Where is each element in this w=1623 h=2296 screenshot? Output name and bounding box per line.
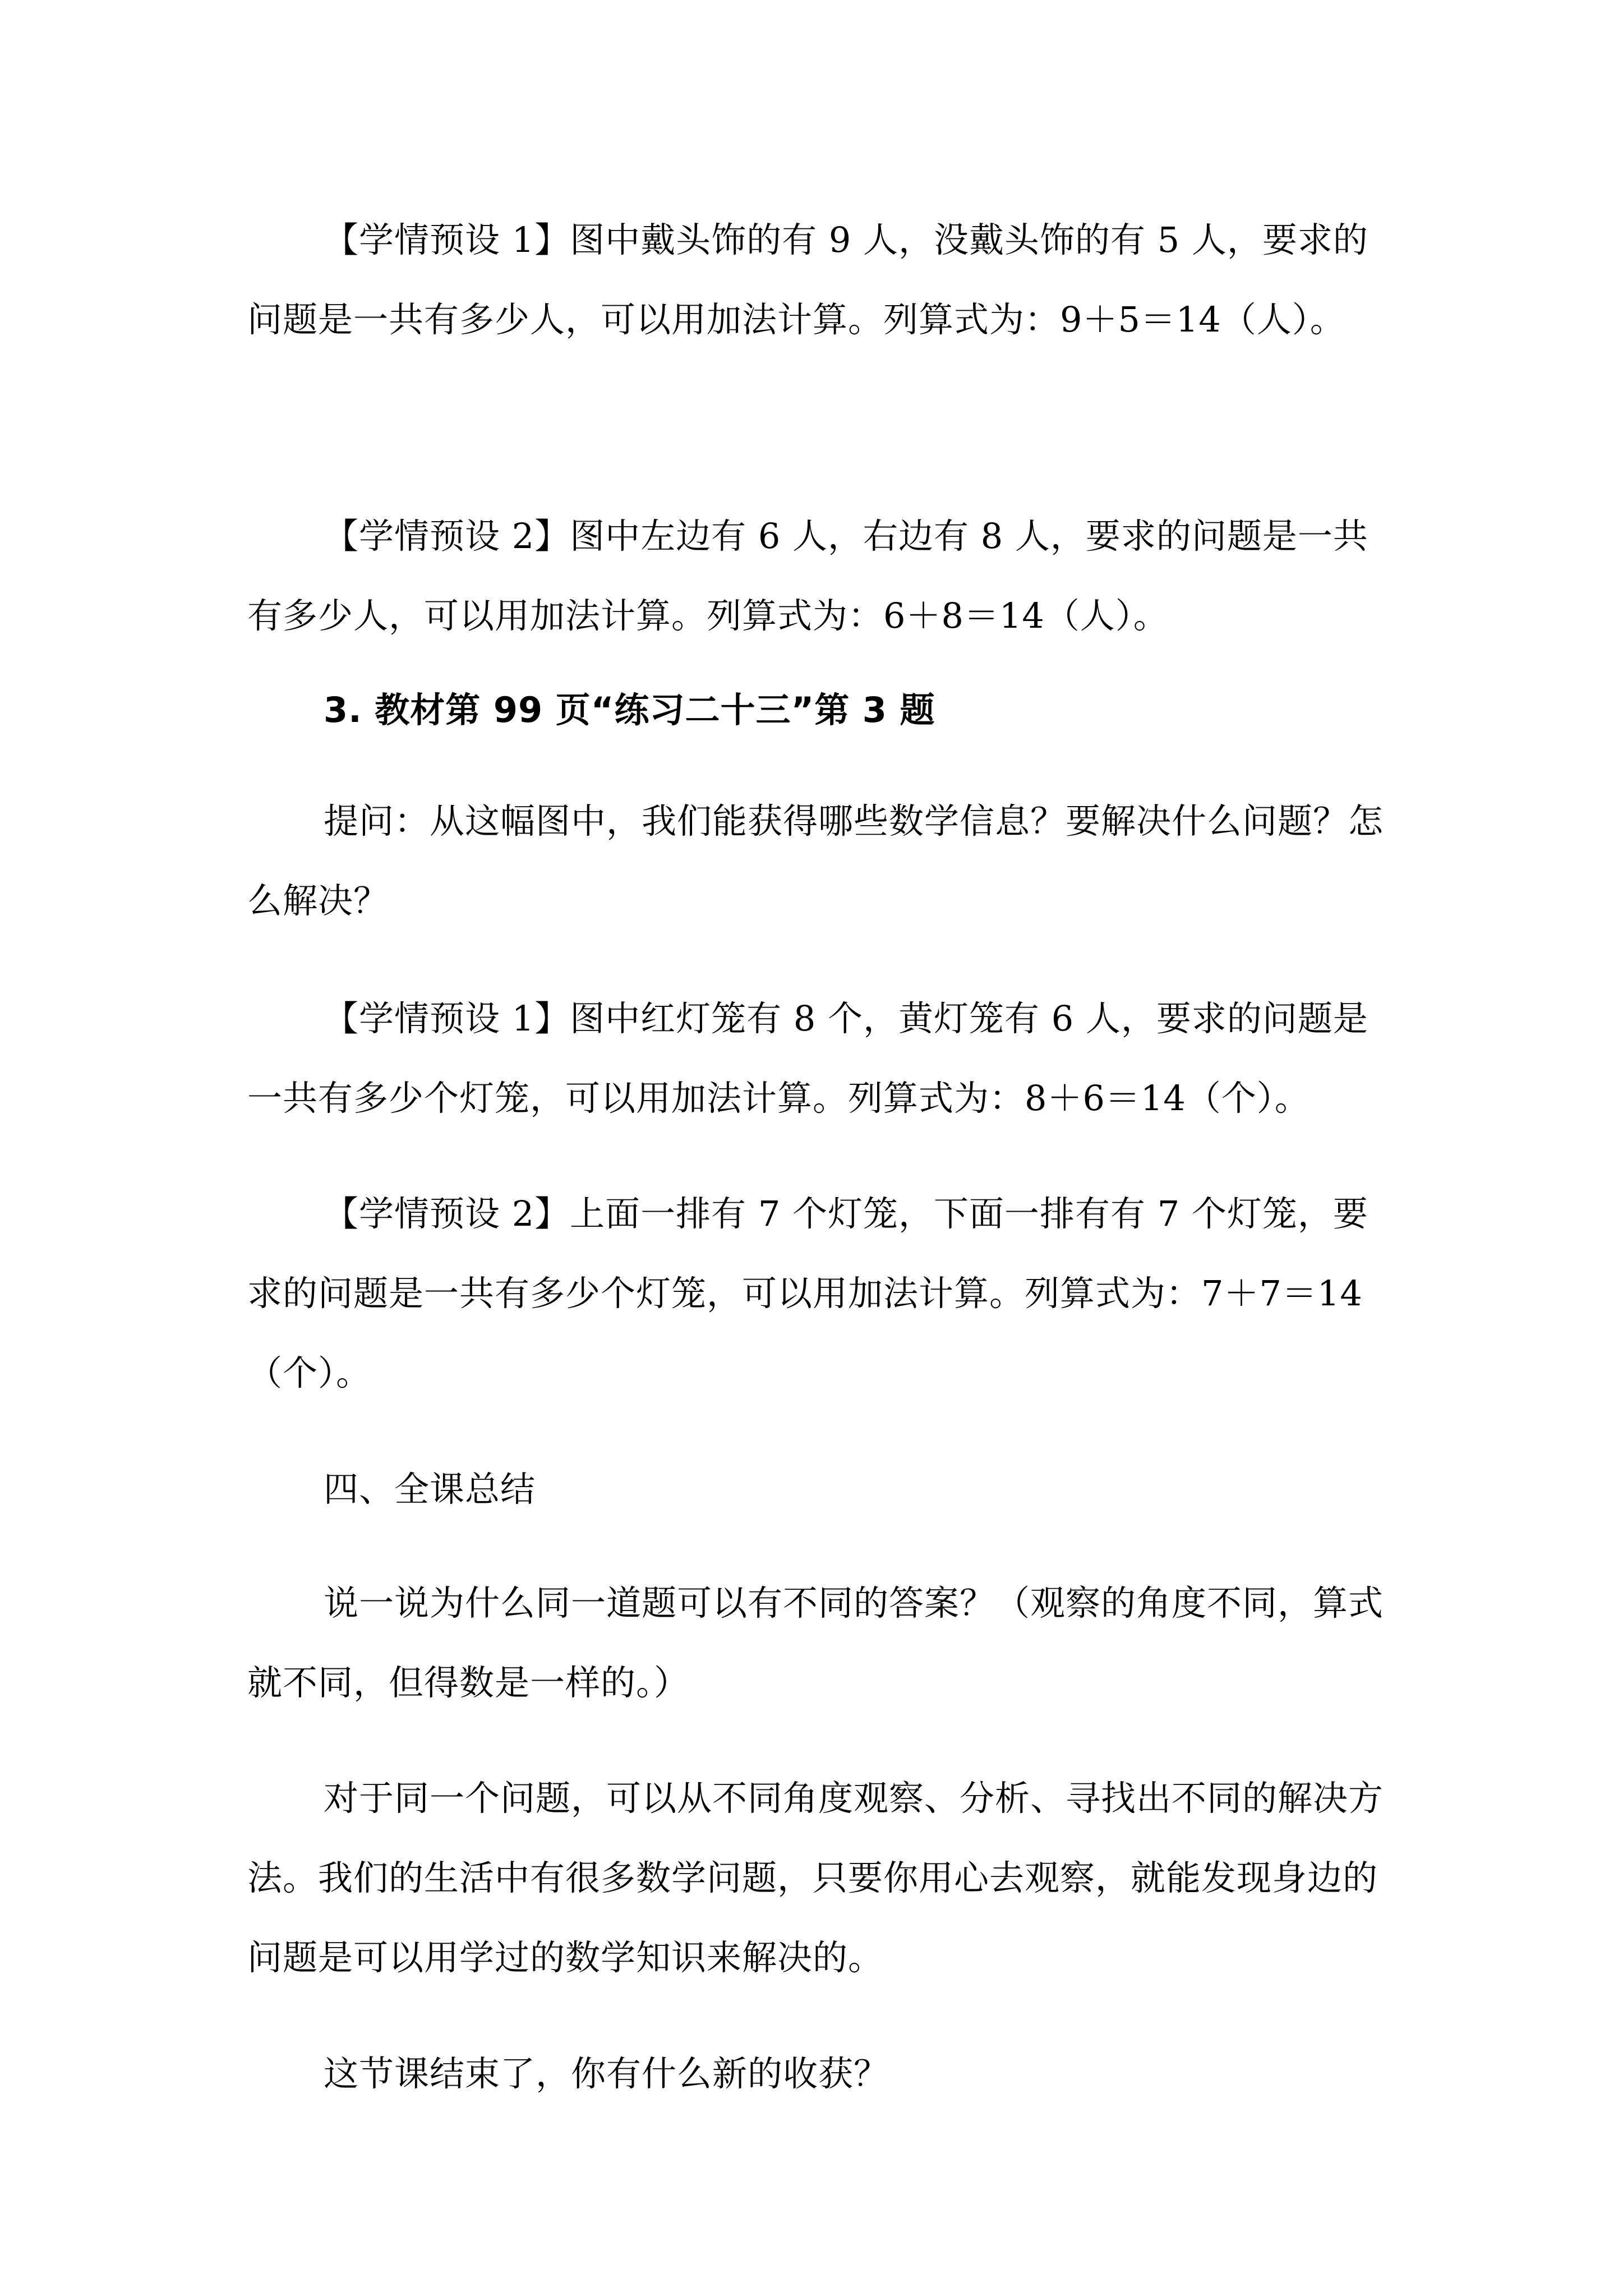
paragraph-different-answers: 说一说为什么同一道题可以有不同的答案？（观察的角度不同，算式就不同，但得数是一样的。） bbox=[247, 1582, 1384, 1703]
paragraph-closing-question: 这节课结束了，你有什么新的收获？ bbox=[324, 2053, 889, 2094]
section-heading-exercise-3: 3. 教材第 99 页“练习二十三”第 3 题 bbox=[324, 689, 935, 730]
paragraph-preset-1-lanterns: 【学情预设 1】图中红灯笼有 8 个，黄灯笼有 6 人，要求的问题是一共有多少个灯笼，可以用加法计算。列算式为：8＋6＝14（个）。 bbox=[247, 998, 1368, 1119]
paragraph-preset-1-headpiece: 【学情预设 1】图中戴头饰的有 9 人，没戴头饰的有 5 人，要求的问题是一共有多少人，可以用加法计算。列算式为：9＋5＝14（人）。 bbox=[247, 219, 1368, 340]
paragraph-question: 提问：从这幅图中，我们能获得哪些数学信息？要解决什么问题？怎么解决？ bbox=[247, 800, 1384, 921]
paragraph-preset-2-left-right: 【学情预设 2】图中左边有 6 人，右边有 8 人，要求的问题是一共有多少人，可以用加法计算。列算式为：6＋8＝14（人）。 bbox=[247, 516, 1368, 636]
paragraph-preset-2-lanterns: 【学情预设 2】上面一排有 7 个灯笼，下面一排有有 7 个灯笼，要求的问题是一共有多少个灯笼，可以用加法计算。列算式为：7＋7＝14（个）。 bbox=[247, 1193, 1368, 1393]
paragraph-different-angles: 对于同一个问题，可以从不同角度观察、分析、寻找出不同的解决方法。我们的生活中有很多数学问题，只要你用心去观察，就能发现身边的问题是可以用学过的数学知识来解决的。 bbox=[247, 1778, 1384, 1978]
section-heading-summary: 四、全课总结 bbox=[324, 1469, 536, 1510]
